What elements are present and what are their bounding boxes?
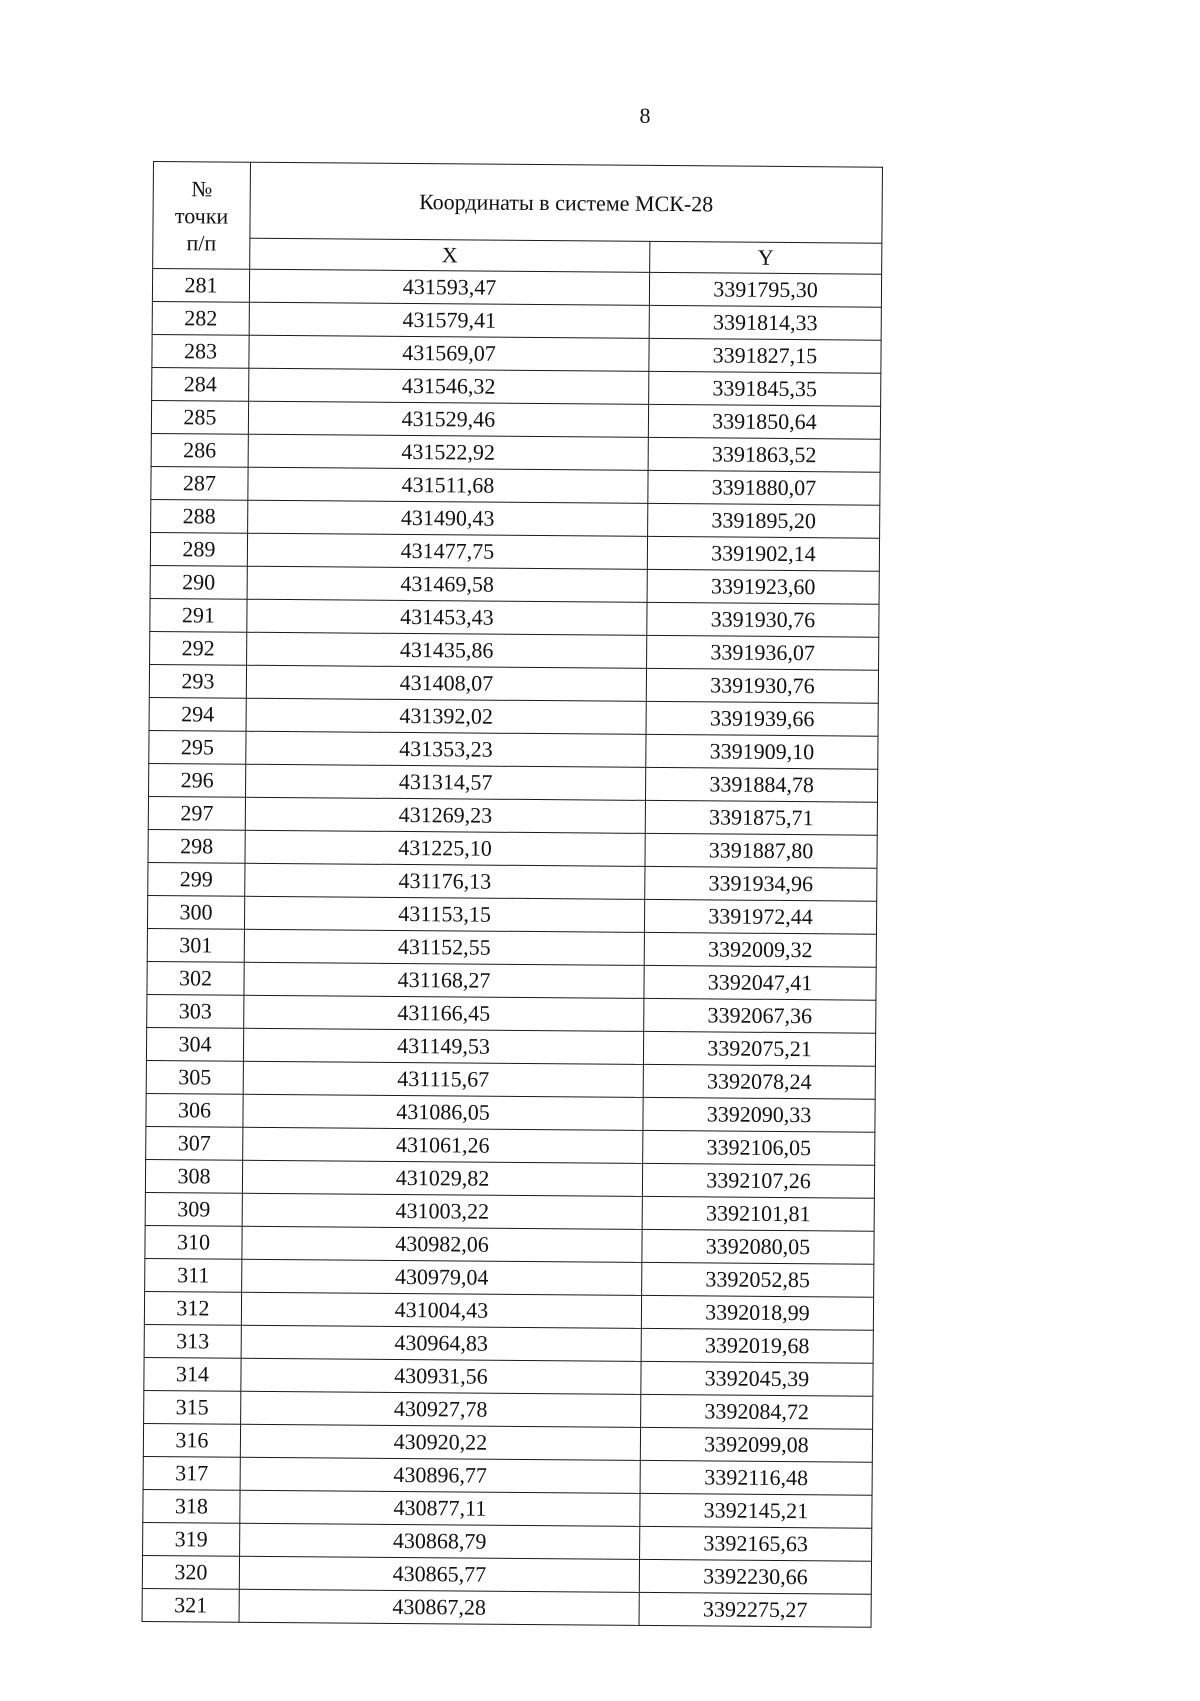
y-coordinate-cell: 3391863,52 — [648, 437, 880, 472]
y-coordinate-cell: 3391884,78 — [645, 767, 877, 802]
x-coordinate-cell: 431546,32 — [249, 368, 649, 404]
coordinate-system-title: Координаты в системе МСК-28 — [250, 162, 883, 243]
point-number-cell: 311 — [145, 1258, 242, 1292]
x-coordinate-cell: 431353,23 — [246, 731, 646, 767]
y-coordinate-cell: 3391814,33 — [649, 305, 881, 340]
point-number-cell: 289 — [150, 532, 247, 566]
point-number-cell: 292 — [150, 631, 247, 665]
point-number-cell: 291 — [150, 598, 247, 632]
x-coordinate-cell: 431225,10 — [245, 830, 645, 866]
x-column-header: X — [250, 238, 650, 272]
y-coordinate-cell: 3392099,08 — [640, 1427, 872, 1462]
x-coordinate-cell: 431529,46 — [248, 401, 648, 437]
point-number-cell: 282 — [152, 301, 249, 335]
y-coordinate-cell: 3391887,80 — [645, 833, 877, 868]
point-number-cell: 314 — [144, 1357, 241, 1391]
table-header — [153, 162, 883, 275]
point-number-cell: 295 — [149, 730, 246, 764]
x-coordinate-cell: 431152,55 — [244, 929, 644, 965]
point-number-cell: 284 — [152, 367, 249, 401]
x-coordinate-cell: 431435,86 — [247, 632, 647, 668]
y-coordinate-cell: 3392009,32 — [644, 932, 876, 967]
point-number-cell: 317 — [143, 1456, 240, 1490]
point-number-cell: 316 — [143, 1423, 240, 1457]
point-number-header — [153, 162, 251, 270]
point-number-cell: 294 — [149, 697, 246, 731]
point-number-cell: 286 — [151, 433, 248, 467]
y-coordinate-cell: 3392080,05 — [642, 1229, 874, 1264]
point-number-cell: 297 — [148, 796, 245, 830]
number-sign: № — [191, 175, 213, 201]
y-coordinate-cell: 3391934,96 — [645, 866, 877, 901]
point-number-cell: 312 — [144, 1291, 241, 1325]
x-coordinate-cell: 431003,22 — [242, 1193, 642, 1229]
y-coordinate-cell: 3392067,36 — [644, 998, 876, 1033]
x-coordinate-cell: 430877,11 — [240, 1490, 640, 1526]
point-number-cell: 320 — [142, 1555, 239, 1589]
y-coordinate-cell: 3392084,72 — [641, 1394, 873, 1429]
y-coordinate-cell: 3392018,99 — [641, 1295, 873, 1330]
table-body — [142, 269, 882, 1628]
y-coordinate-cell: 3391923,60 — [647, 569, 879, 604]
x-coordinate-cell: 430982,06 — [242, 1226, 642, 1262]
point-number-cell: 318 — [143, 1489, 240, 1523]
x-coordinate-cell: 430927,78 — [241, 1391, 641, 1427]
y-coordinate-cell: 3392106,05 — [643, 1130, 875, 1165]
y-coordinate-cell: 3391972,44 — [644, 899, 876, 934]
y-coordinate-cell: 3391902,14 — [647, 536, 879, 571]
point-number-cell: 293 — [149, 664, 246, 698]
y-coordinate-cell: 3392047,41 — [644, 965, 876, 1000]
y-coordinate-cell: 3392090,33 — [643, 1097, 875, 1132]
y-coordinate-cell: 3392145,21 — [640, 1493, 872, 1528]
x-coordinate-cell: 430865,77 — [239, 1556, 639, 1592]
x-coordinate-cell: 431477,75 — [247, 533, 647, 569]
x-coordinate-cell: 431061,26 — [243, 1127, 643, 1163]
x-coordinate-cell: 431269,23 — [245, 797, 645, 833]
x-coordinate-cell: 431469,58 — [247, 566, 647, 602]
point-number-cell: 281 — [152, 269, 249, 303]
point-number-cell: 296 — [149, 763, 246, 797]
y-coordinate-cell: 3391939,66 — [646, 701, 878, 736]
x-coordinate-cell: 430896,77 — [240, 1457, 640, 1493]
point-number-cell: 301 — [147, 928, 244, 962]
y-coordinate-cell: 3391909,10 — [646, 734, 878, 769]
x-coordinate-cell: 431453,43 — [247, 599, 647, 635]
y-column-header: Y — [650, 241, 882, 274]
x-coordinate-cell: 431166,45 — [244, 995, 644, 1031]
x-coordinate-cell: 430868,79 — [240, 1523, 640, 1559]
y-coordinate-cell: 3391845,35 — [649, 371, 881, 406]
y-coordinate-cell: 3391930,76 — [646, 668, 878, 703]
point-number-cell: 300 — [147, 895, 244, 929]
point-number-cell: 305 — [146, 1060, 243, 1094]
point-number-cell: 313 — [144, 1324, 241, 1358]
table-row — [142, 1588, 871, 1627]
y-coordinate-cell: 3391895,20 — [648, 503, 880, 538]
point-number-cell: 309 — [145, 1192, 242, 1226]
point-number-cell: 302 — [147, 961, 244, 995]
point-word: точки — [174, 202, 229, 229]
x-coordinate-cell: 431569,07 — [249, 335, 649, 371]
x-coordinate-cell: 430867,28 — [239, 1589, 639, 1625]
point-number-cell: 283 — [152, 334, 249, 368]
point-number-cell: 304 — [146, 1027, 243, 1061]
point-number-cell: 287 — [151, 466, 248, 500]
y-coordinate-cell: 3391930,76 — [647, 602, 879, 637]
point-number-cell: 288 — [151, 499, 248, 533]
y-coordinate-cell: 3392101,81 — [642, 1196, 874, 1231]
y-coordinate-cell: 3392165,63 — [640, 1526, 872, 1561]
point-number-cell: 307 — [146, 1126, 243, 1160]
coordinates-table — [142, 161, 883, 1628]
x-coordinate-cell: 431579,41 — [249, 302, 649, 338]
x-coordinate-cell: 431176,13 — [245, 863, 645, 899]
point-number-cell: 308 — [145, 1159, 242, 1193]
x-coordinate-cell: 431522,92 — [248, 434, 648, 470]
x-coordinate-cell: 430920,22 — [240, 1424, 640, 1460]
y-coordinate-cell: 3391795,30 — [649, 272, 881, 307]
x-coordinate-cell: 431511,68 — [248, 467, 648, 503]
page-number: 8 — [639, 103, 651, 128]
y-coordinate-cell: 3391936,07 — [647, 635, 879, 670]
y-coordinate-cell: 3392116,48 — [640, 1460, 872, 1495]
y-coordinate-cell: 3391827,15 — [649, 338, 881, 373]
point-number-cell: 310 — [145, 1225, 242, 1259]
point-number-cell: 290 — [150, 565, 247, 599]
x-coordinate-cell: 431086,05 — [243, 1094, 643, 1130]
y-coordinate-cell: 3392078,24 — [643, 1064, 875, 1099]
point-number-cell: 303 — [147, 994, 244, 1028]
y-coordinate-cell: 3392075,21 — [643, 1031, 875, 1066]
y-coordinate-cell: 3392275,27 — [639, 1592, 871, 1627]
point-number-cell: 321 — [142, 1588, 239, 1622]
x-coordinate-cell: 430931,56 — [241, 1358, 641, 1394]
x-coordinate-cell: 431115,67 — [243, 1061, 643, 1097]
y-coordinate-cell: 3391880,07 — [648, 470, 880, 505]
x-coordinate-cell: 431593,47 — [249, 269, 649, 305]
y-coordinate-cell: 3392230,66 — [639, 1559, 871, 1594]
x-coordinate-cell: 431408,07 — [246, 665, 646, 701]
point-number-cell: 319 — [143, 1522, 240, 1556]
x-coordinate-cell: 431314,57 — [246, 764, 646, 800]
x-coordinate-cell: 431149,53 — [243, 1028, 643, 1064]
x-coordinate-cell: 431392,02 — [246, 698, 646, 734]
point-number-cell: 306 — [146, 1093, 243, 1127]
x-coordinate-cell: 431490,43 — [248, 500, 648, 536]
x-coordinate-cell: 431029,82 — [242, 1160, 642, 1196]
y-coordinate-cell: 3391875,71 — [645, 800, 877, 835]
y-coordinate-cell: 3392045,39 — [641, 1361, 873, 1396]
point-number-cell: 315 — [144, 1390, 241, 1424]
y-coordinate-cell: 3391850,64 — [648, 404, 880, 439]
x-coordinate-cell: 431004,43 — [241, 1292, 641, 1328]
x-coordinate-cell: 430964,83 — [241, 1325, 641, 1361]
y-coordinate-cell: 3392019,68 — [641, 1328, 873, 1363]
ordinal-abbrev: п/п — [186, 229, 217, 255]
x-coordinate-cell: 431153,15 — [244, 896, 644, 932]
point-number-cell: 299 — [148, 862, 245, 896]
point-number-cell: 298 — [148, 829, 245, 863]
y-coordinate-cell: 3392052,85 — [642, 1262, 874, 1297]
x-coordinate-cell: 430979,04 — [242, 1259, 642, 1295]
point-number-cell: 285 — [151, 400, 248, 434]
y-coordinate-cell: 3392107,26 — [642, 1163, 874, 1198]
x-coordinate-cell: 431168,27 — [244, 962, 644, 998]
